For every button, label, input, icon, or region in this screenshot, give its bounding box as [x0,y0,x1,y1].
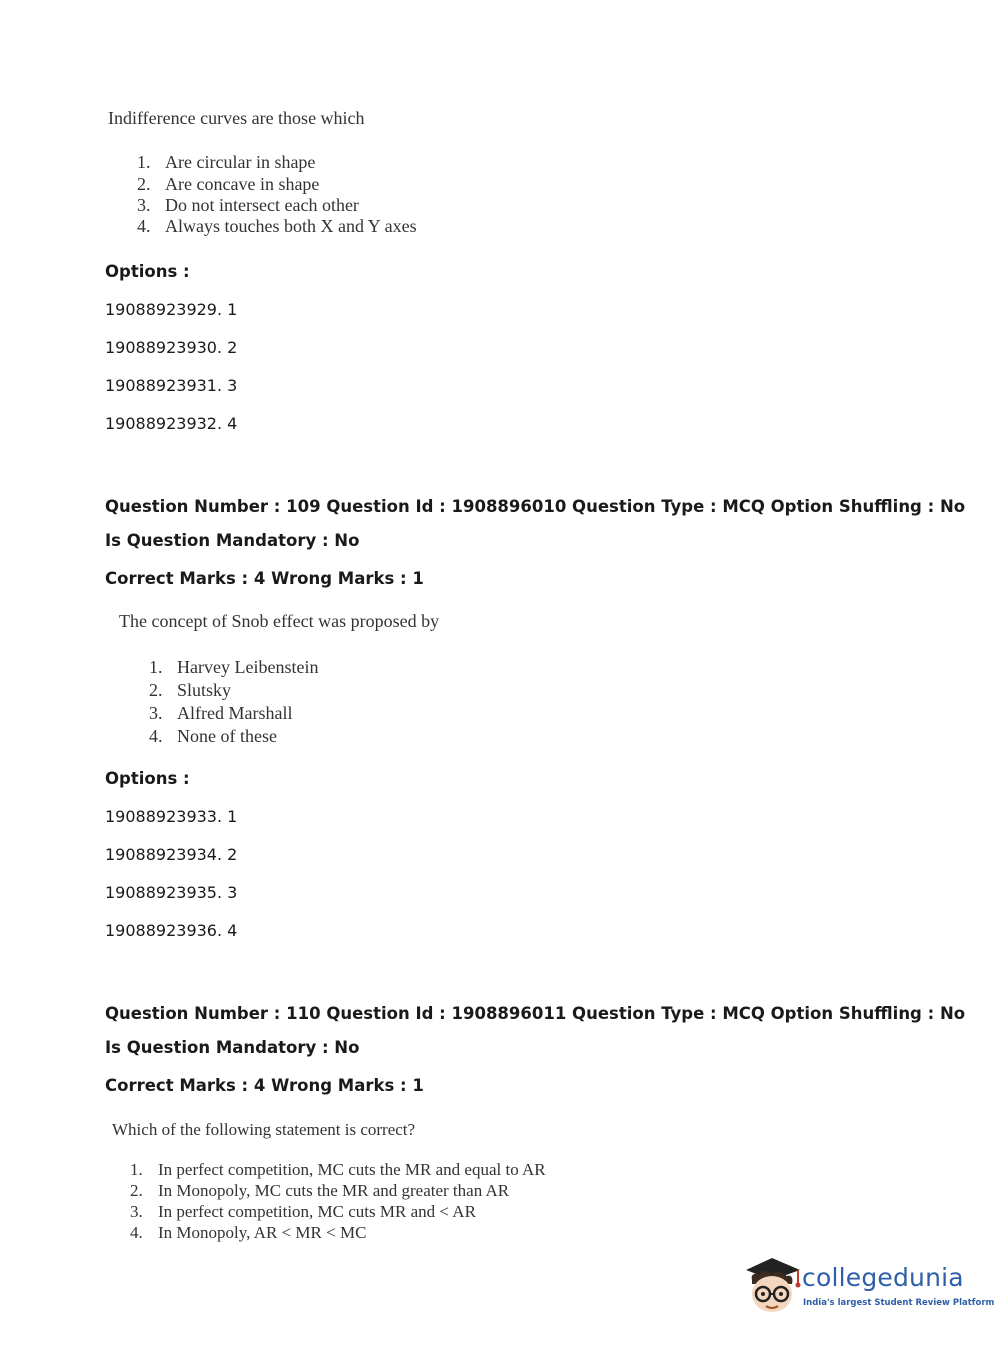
list-item: 1. Harvey Leibenstein [149,657,319,677]
options-label: Options : [105,769,190,788]
question-mandatory: Is Question Mandatory : No [105,1038,360,1057]
options-label: Options : [105,262,190,281]
list-item: 2. Are concave in shape [137,174,320,194]
list-item: 4. None of these [149,726,277,746]
question-marks: Correct Marks : 4 Wrong Marks : 1 [105,1076,424,1095]
list-item: 3. Alfred Marshall [149,703,293,723]
question-text: Which of the following statement is correct? [112,1120,416,1139]
question-mandatory: Is Question Mandatory : No [105,531,360,550]
option-item: 19088923929. 1 [105,300,238,319]
option-item: 19088923935. 3 [105,883,238,902]
list-item: 1. In perfect competition, MC cuts the MR and equal to AR [130,1160,546,1179]
list-item: 3. Do not intersect each other [137,195,359,215]
option-item: 19088923930. 2 [105,338,238,357]
option-item: 19088923932. 4 [105,414,238,433]
logo-tagline: India's largest Student Review Platform [803,1298,995,1308]
list-item: 4. In Monopoly, AR < MR < MC [130,1223,367,1242]
option-item: 19088923931. 3 [105,376,238,395]
list-item: 4. Always touches both X and Y axes [137,216,417,236]
list-item: 2. In Monopoly, MC cuts the MR and greater than AR [130,1181,510,1200]
question-text: Indifference curves are those which [108,108,365,128]
list-item: 2. Slutsky [149,680,232,700]
question-header: Question Number : 110 Question Id : 1908896011 Question Type : MCQ Option Shuffling : No [105,1004,966,1023]
mascot-icon [742,1250,804,1316]
logo-wordmark: collegedunia [802,1263,964,1292]
question-marks: Correct Marks : 4 Wrong Marks : 1 [105,569,424,588]
list-item: 3. In perfect competition, MC cuts MR and < AR [130,1202,476,1221]
question-header: Question Number : 109 Question Id : 1908896010 Question Type : MCQ Option Shuffling : No [105,497,966,516]
question-text: The concept of Snob effect was proposed by [119,611,440,631]
option-item: 19088923933. 1 [105,807,238,826]
option-item: 19088923934. 2 [105,845,238,864]
option-item: 19088923936. 4 [105,921,238,940]
list-item: 1. Are circular in shape [137,152,316,172]
